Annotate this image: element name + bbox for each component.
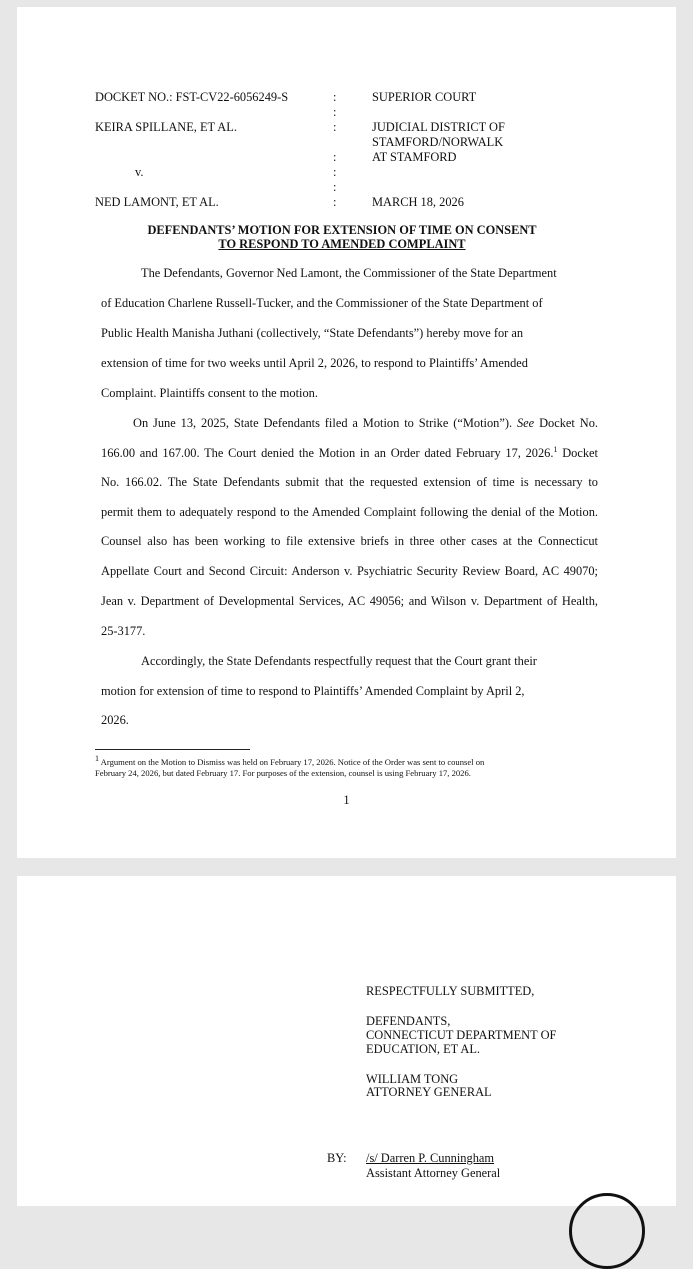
respectfully-submitted: RESPECTFULLY SUBMITTED, [366, 984, 535, 998]
para2-line-4: permit them to adequately respond to the Amended Complaint following the denial of the Motion. [101, 505, 598, 519]
attorney-general-title: ATTORNEY GENERAL [366, 1085, 492, 1099]
caption-colon: : [333, 150, 337, 164]
caption-colon: : [333, 165, 337, 179]
defendants-agency-2: EDUCATION, ET AL. [366, 1042, 481, 1056]
caption-colon: : [333, 90, 337, 104]
para1-line: extension of time for two weeks until April 2, 2026, to respond to Plaintiffs’ Amended [101, 356, 528, 370]
caption-colon: : [333, 105, 337, 119]
para2-text: 166.00 and 167.00. The Court denied the Motion in an Order dated February 17, 2026. [101, 446, 554, 460]
para1-line: The Defendants, Governor Ned Lamont, the Commissioner of the State Department [141, 266, 557, 280]
motion-title-line-1: DEFENDANTS’ MOTION FOR EXTENSION OF TIME ON CONSENT [147, 223, 537, 237]
para2-line-1 [133, 416, 598, 431]
footnote-reference: 1 [553, 444, 558, 454]
caption-colon: : [333, 180, 337, 194]
attorney-general-name: WILLIAM TONG [366, 1072, 459, 1086]
court-name: SUPERIOR COURT [372, 90, 477, 104]
footnote-text: Argument on the Motion to Dismiss was held on February 17, 2026. Notice of the Order was sent to counsel on [99, 757, 485, 767]
motion-title-line-2 [17, 237, 667, 251]
footnote-divider [95, 749, 250, 750]
docket-number: DOCKET NO.: FST-CV22-6056249-S [95, 90, 289, 104]
signer-title: Assistant Attorney General [366, 1166, 501, 1180]
plaintiff-name: KEIRA SPILLANE, ET AL. [95, 120, 237, 134]
para2-text: On June 13, 2025, State Defendants filed a Motion to Strike (“Motion”). [133, 416, 517, 430]
footnote-line-1 [95, 754, 485, 768]
defendant-name: NED LAMONT, ET AL. [95, 195, 219, 209]
district-line-1: JUDICIAL DISTRICT OF [372, 120, 505, 134]
defendants-label: DEFENDANTS, [366, 1014, 451, 1028]
para2-line-7: Jean v. Department of Developmental Services, AC 49056; and Wilson v. Department of Health, [101, 594, 598, 608]
versus-label: v. [135, 165, 144, 179]
document-page-2 [17, 876, 676, 1206]
defendants-agency: CONNECTICUT DEPARTMENT OF [366, 1028, 557, 1042]
page-number: 1 [343, 793, 350, 807]
para2-line-6: Appellate Court and Second Circuit: Anderson v. Psychiatric Security Review Board, AC 49070; [101, 564, 598, 578]
signer-name: /s/ Darren P. Cunningham [366, 1151, 495, 1165]
see-signal: See [516, 416, 535, 430]
footnote-mark: 1 [95, 754, 99, 764]
para1-line: Complaint. Plaintiffs consent to the motion. [101, 386, 318, 400]
para1-line: Public Health Manisha Juthani (collectively, “State Defendants”) hereby move for an [101, 326, 524, 340]
para2-line-5: Counsel also has been working to file extensive briefs in three other cases at the Connecticut [101, 534, 598, 548]
para2-text: Docket [557, 446, 598, 460]
para2-text: Docket No. [534, 416, 598, 430]
district-line-3: AT STAMFORD [372, 150, 457, 164]
by-label: BY: [327, 1151, 347, 1165]
para2-line-3: No. 166.02. The State Defendants submit that the requested extension of time is necessary to [101, 475, 598, 489]
para1-line: of Education Charlene Russell-Tucker, and the Commissioner of the State Department of [101, 296, 543, 310]
document-page-1 [17, 7, 676, 858]
district-line-2: STAMFORD/NORWALK [372, 135, 504, 149]
motion-title-underlined: TO RESPOND TO AMENDED COMPLAINT [218, 237, 466, 251]
caption-colon: : [333, 120, 337, 134]
scroll-indicator-icon [569, 1193, 645, 1269]
para3-line: 2026. [101, 713, 129, 727]
caption-colon: : [333, 195, 337, 209]
filing-date: MARCH 18, 2026 [372, 195, 464, 209]
para2-line-2 [101, 446, 598, 461]
para3-line: Accordingly, the State Defendants respectfully request that the Court grant their [141, 654, 537, 668]
para2-line-8: 25-3177. [101, 624, 146, 638]
para3-line: motion for extension of time to respond to Plaintiffs’ Amended Complaint by April 2, [101, 684, 525, 698]
footnote-line-2: February 24, 2026, but dated February 17. For purposes of the extension, counsel is using February 17, 2026. [95, 768, 471, 778]
